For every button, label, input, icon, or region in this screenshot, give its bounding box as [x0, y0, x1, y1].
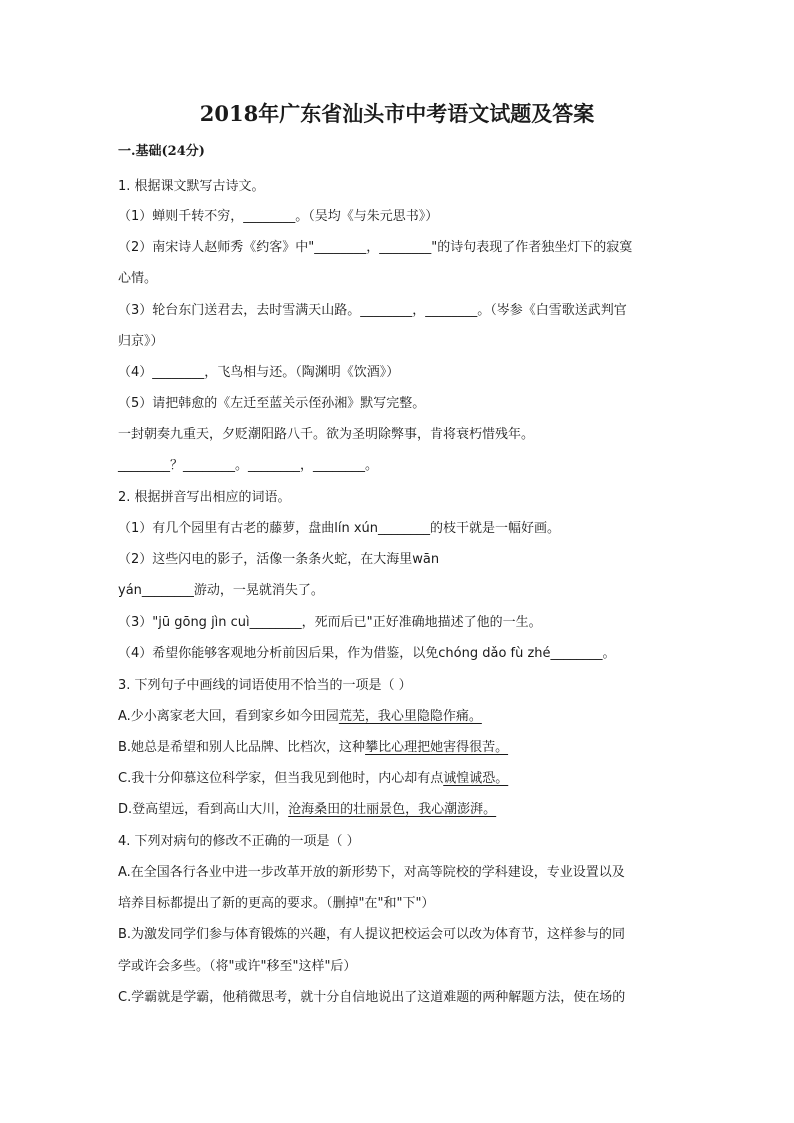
question-2-item-1: （1）有几个园里有古老的藤萝，盘曲lín xún________的枝干就是一幅好画。 — [118, 521, 561, 536]
option-d-underlined: 沧海桑田的壮丽景色，我心潮澎湃。 — [288, 802, 497, 817]
question-4-option-b-cont: 学或许会多些。（将"或许"移至"这样"后） — [118, 959, 357, 974]
question-1-prompt: 1. 根据课文默写古诗文。 — [118, 179, 265, 194]
section-heading: 一.基础(24分) — [118, 144, 205, 159]
question-4-option-b: B.为激发同学们参与体育锻炼的兴趣，有人提议把校运会可以改为体育节，这样参与的同 — [118, 927, 626, 942]
question-3-option-b — [118, 739, 678, 757]
question-1-item-2: （2）南宋诗人赵师秀《约客》中"________，________"的诗句表现了作者独坐灯下的寂寞 — [118, 240, 633, 255]
question-3-option-a — [118, 708, 678, 726]
option-b-text: B.她总是希望和别人比品牌、比档次，这种 — [118, 740, 366, 755]
question-3-option-d — [118, 801, 678, 819]
question-2-prompt: 2. 根据拼音写出相应的词语。 — [118, 490, 291, 505]
question-4-option-a-cont: 培养目标都提出了新的更高的要求。（删掉"在"和"下"） — [118, 896, 435, 911]
poem-blanks: ________？________。________，________。 — [118, 458, 379, 473]
question-1-item-4: （4）________，飞鸟相与还。（陶渊明《饮酒》） — [118, 365, 400, 380]
option-d-text: D.登高望远，看到高山大川， — [118, 802, 289, 817]
option-c-text: C.我十分仰慕这位科学家，但当我见到他时，内心却有点 — [118, 771, 444, 786]
poem-line: 一封朝奏九重天，夕贬潮阳路八千。欲为圣明除弊事，肯将衰朽惜残年。 — [118, 427, 535, 442]
question-1-item-1: （1）蝉则千转不穷，________。（吴均《与朱元思书》） — [118, 209, 439, 224]
question-3-option-c — [118, 770, 678, 788]
question-1-item-3-cont: 归京》） — [118, 334, 164, 349]
question-2-item-2-cont: yán________游动，一晃就消失了。 — [118, 583, 324, 598]
question-4-prompt: 4. 下列对病句的修改不正确的一项是（ ） — [118, 834, 360, 849]
question-4-option-c: C.学霸就是学霸，他稍微思考，就十分自信地说出了这道难题的两种解题方法，使在场的 — [118, 990, 626, 1005]
question-1-item-5: （5）请把韩愈的《左迁至蓝关示侄孙湘》默写完整。 — [118, 396, 426, 411]
option-b-underlined: 攀比心理把她害得很苦。 — [365, 740, 509, 755]
question-4-option-a: A.在全国各行各业中进一步改革开放的新形势下，对高等院校的学科建设，专业设置以及 — [118, 865, 625, 880]
question-2-item-4: （4）希望你能够客观地分析前因后果，作为借鉴，以免chóng dǎo fù zhé________。 — [118, 646, 616, 661]
question-1-item-3: （3）轮台东门送君去，去时雪满天山路。________，________。（岑参《白雪歌送武判官 — [118, 303, 627, 318]
question-2-item-2: （2）这些闪电的影子，活像一条条火蛇，在大海里wān — [118, 552, 440, 567]
option-a-underlined: 荒芜，我心里隐隐作痛。 — [338, 709, 482, 724]
option-c-underlined: 诚惶诚恐。 — [443, 771, 509, 786]
page-title: 2018年广东省汕头市中考语文试题及答案 — [199, 101, 595, 126]
question-2-item-3: （3）"jū gōng jìn cuì________，死而后已"正好准确地描述了他的一生。 — [118, 615, 542, 630]
option-a-text: A.少小离家老大回，看到家乡如今田园 — [118, 709, 339, 724]
question-3-prompt: 3. 下列句子中画线的词语使用不恰当的一项是（ ） — [118, 678, 412, 693]
question-1-item-2-cont: 心情。 — [118, 271, 158, 286]
